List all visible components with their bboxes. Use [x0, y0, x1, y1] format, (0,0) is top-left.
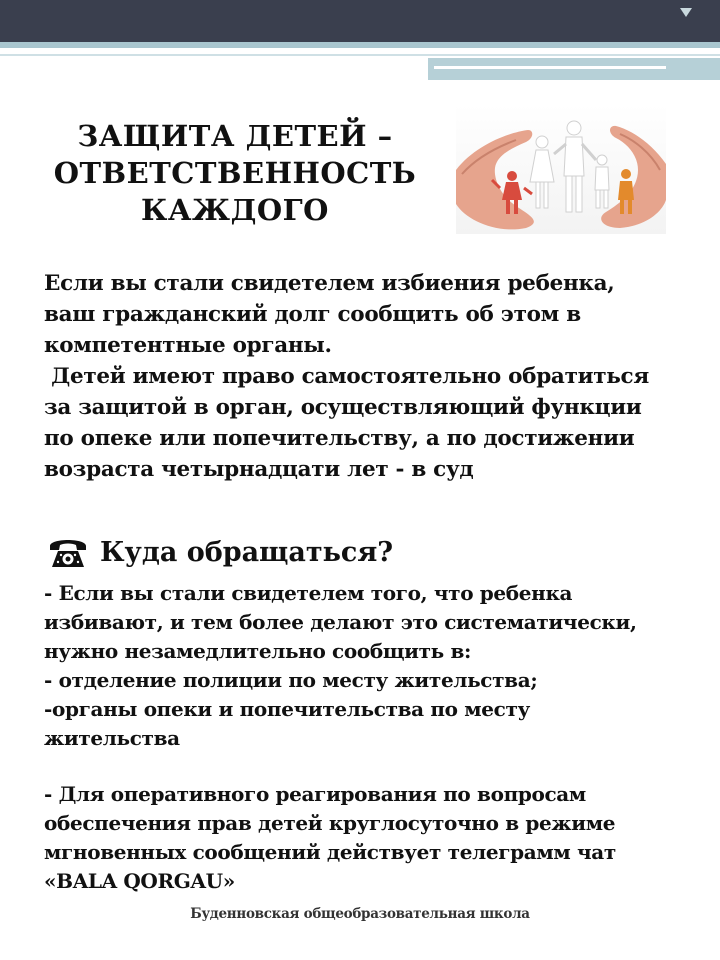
intro-line: возраста четырнадцати лет - в суд [44, 457, 474, 482]
chat-line: обеспечения прав детей круглосуточно в режиме [44, 811, 616, 835]
where-line: -органы опеки и попечительства по месту [44, 697, 530, 721]
where-heading: Куда обращаться? [100, 536, 394, 568]
header-box-line [434, 66, 666, 69]
header-box [428, 58, 720, 80]
hands-family-photo [456, 104, 666, 234]
title-line: ЗАЩИТА ДЕТЕЙ – [77, 119, 393, 153]
intro-line: Если вы стали свидетелем избиения ребенка, [44, 271, 615, 296]
phone-icon [46, 534, 90, 570]
intro-line: за защитой в орган, осуществляющий функции [44, 395, 642, 420]
header-arrow-icon [680, 8, 692, 17]
header-band [0, 0, 720, 42]
chat-line: - Для оперативного реагирования по вопросам [44, 782, 586, 806]
title-line: ОТВЕТСТВЕННОСТЬ [53, 156, 417, 190]
chat-line: «BALA QORGAU» [44, 869, 235, 893]
where-line: нужно незамедлительно сообщить в: [44, 639, 472, 663]
header-accent [0, 42, 720, 48]
where-line: - Если вы стали свидетелем того, что ребенка [44, 581, 573, 605]
intro-paragraph [44, 268, 684, 485]
title-line: КАЖДОГО [141, 193, 329, 227]
intro-line: ваш гражданский долг сообщить об этом в [44, 302, 581, 327]
chat-paragraph [44, 780, 684, 896]
where-line: жительства [44, 726, 180, 750]
intro-line: по опеке или попечительству, а по достижении [44, 426, 635, 451]
header-line [0, 54, 720, 56]
where-line: избивают, и тем более делают это систематически, [44, 610, 637, 634]
where-heading-row [46, 532, 393, 572]
where-paragraph [44, 579, 684, 753]
intro-line: Детей имеют право самостоятельно обратиться [44, 364, 649, 389]
footer-school-name: Буденновская общеобразовательная школа [190, 906, 530, 922]
intro-line: компетентные органы. [44, 333, 332, 358]
page-title [40, 118, 430, 229]
chat-line: мгновенных сообщений действует телеграмм чат [44, 840, 616, 864]
where-line: - отделение полиции по месту жительства; [44, 668, 538, 692]
